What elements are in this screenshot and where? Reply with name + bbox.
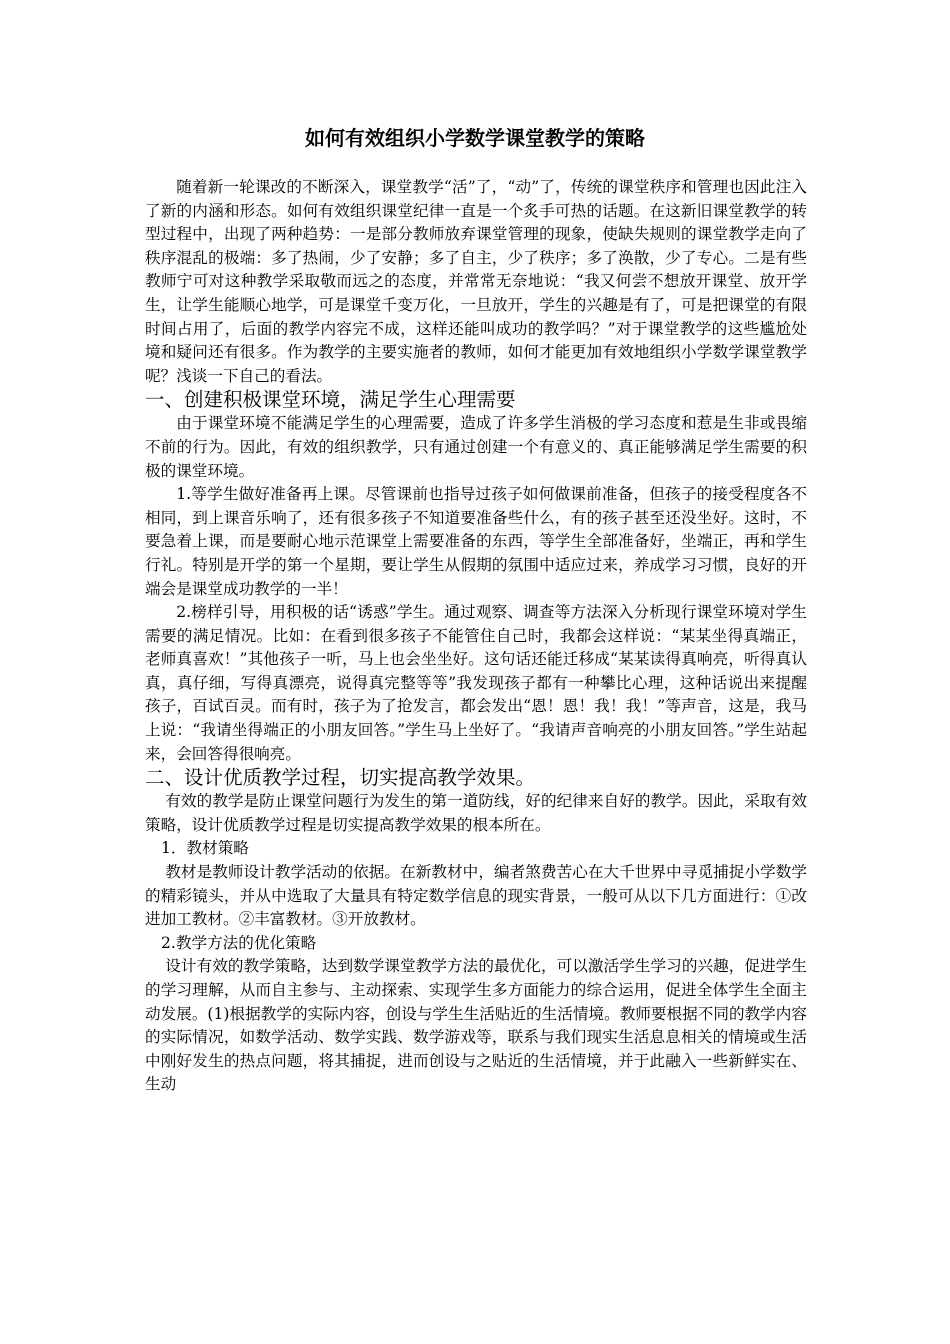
intro-paragraph: 随着新一轮课改的不断深入，课堂教学“活”了，“动”了，传统的课堂秩序和管理也因此注入了新的内涵和形态。如何有效组织课堂纪律一直是一个炙手可热的话题。在这新旧课堂教学的转型过程中，出现了两种趋势：一是部分教师放弃课堂管理的现象，使缺失规则的课堂教学走向了秩序混乱的极端：多了热闹，少了安静；多了自主，少了秩序；多了涣散，少了专心。二是有些教师宁可对这种教学采取敬而远之的态度，并常常无奈地说：“我又何尝不想放开课堂、放开学生，让学生能顺心地学，可是课堂千变万化，一旦放开，学生的兴趣是有了，可是把课堂的有限时间占用了，后面的教学内容完不成，这样还能叫成功的教学吗？”对于课堂教学的这些尴尬处境和疑问还有很多。作为教学的主要实施者的教师，如何才能更加有效地组织小学数学课堂教学呢？浅谈一下自己的看法。 (145, 178, 807, 385)
section-2-heading: 二、设计优质教学过程，切实提高教学效果。 (145, 766, 536, 790)
section-1-paragraph-1: 由于课堂环境不能满足学生的心理需要，造成了许多学生消极的学习态度和惹是生非或畏缩不前的行为。因此，有效的组织教学，只有通过创建一个有意义的、真正能够满足学生需要的积极的课堂环境。 (145, 414, 807, 480)
document-body (145, 176, 807, 1097)
section-2-paragraph-2: 教材是教师设计教学活动的依据。在新教材中，编者煞费苦心在大千世界中寻觅捕捉小学数学的精彩镜头，并从中选取了大量具有特定数学信息的现实背景，一般可从以下几方面进行：①改进加工教材。②丰富教材。③开放教材。 (145, 863, 807, 929)
section-2-paragraph-3: 设计有效的教学策略，达到数学课堂教学方法的最优化，可以激活学生学习的兴趣，促进学生的学习理解，从而自主参与、主动探索、实现学生多方面能力的综合运用，促进全体学生全面主动发展。(1)根据教学的实际内容，创设与学生生活贴近的生活情境。教师要根据不同的教学内容的实际情况，如数学活动、数学实践、数学游戏等，联系与我们现实生活息息相关的情境或生活中刚好发生的热点问题，将其捕捉，进而创设与之贴近的生活情境，并于此融入一些新鲜实在、生动 (145, 957, 807, 1094)
section-2-subheading-1: 1．教材策略 (161, 839, 249, 858)
section-1-paragraph-2: 1.等学生做好准备再上课。尽管课前也指导过孩子如何做课前准备，但孩子的接受程度各不相同，到上课音乐响了，还有很多孩子不知道要准备些什么，有的孩子甚至还没坐好。这时，不要急着上课，而是要耐心地示范课堂上需要准备的东西，等学生全部准备好，坐端正，再和学生行礼。特别是开学的第一个星期，要让学生从假期的氛围中适应过来，养成学习习惯，良好的开端会是课堂成功教学的一半！ (145, 485, 807, 598)
section-1-paragraph-3: 2.榜样引导，用积极的话“诱惑”学生。通过观察、调查等方法深入分析现行课堂环境对学生需要的满足情况。比如：在看到很多孩子不能管住自己时，我都会这样说：“某某坐得真端正，老师真喜欢！”其他孩子一听，马上也会坐坐好。这句话还能迁移成“某某读得真响亮，听得真认真，真仔细，写得真漂亮，说得真完整等等”我发现孩子都有一种攀比心理，这种话说出来提醒孩子，百试百灵。而有时，孩子为了抢发言，都会发出“恩！恩！我！我！”等声音，这是，我马上说：“我请坐得端正的小朋友回答。”学生马上坐好了。“我请声音响亮的小朋友回答。”学生站起来，会回答得很响亮。 (145, 603, 807, 763)
section-2-subheading-2: 2.教学方法的优化策略 (161, 933, 317, 952)
section-2-paragraph-1: 有效的教学是防止课堂问题行为发生的第一道防线，好的纪律来自好的教学。因此，采取有效策略，设计优质教学过程是切实提高教学效果的根本所在。 (145, 792, 807, 834)
document-title: 如何有效组织小学数学课堂教学的策略 (305, 126, 645, 150)
section-1-heading: 一、创建积极课堂环境，满足学生心理需要 (145, 388, 516, 412)
